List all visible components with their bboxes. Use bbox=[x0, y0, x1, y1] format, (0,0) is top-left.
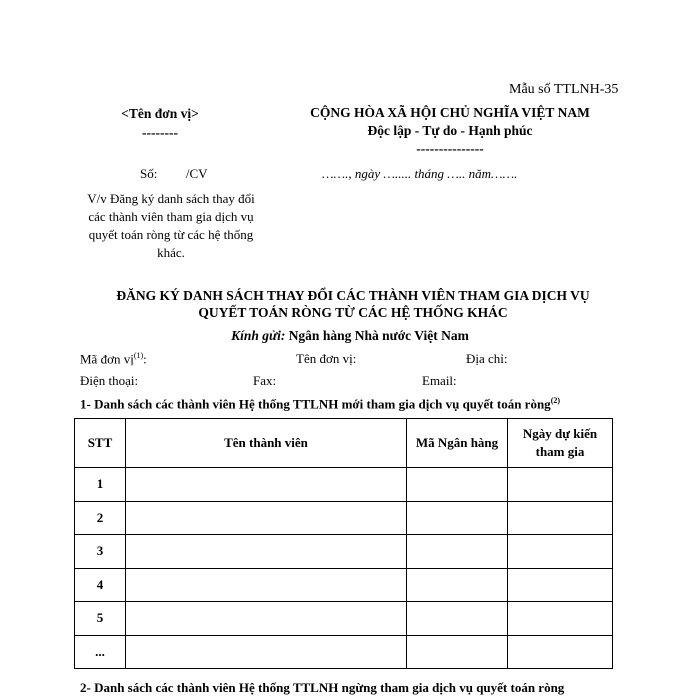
republic-dashes: --------------- bbox=[416, 141, 484, 156]
row-ten-cell bbox=[126, 468, 407, 502]
row-ma-cell bbox=[407, 568, 508, 602]
organization-placeholder: <Tên đơn vị> bbox=[121, 106, 199, 121]
table-row bbox=[75, 501, 613, 535]
header-ma-ngan-hang: Mã Ngân hàng bbox=[407, 419, 508, 468]
row-ngay-cell bbox=[508, 602, 613, 636]
row-stt: 2 bbox=[75, 501, 126, 535]
row-ngay-cell bbox=[508, 568, 613, 602]
table-row bbox=[75, 602, 613, 636]
ma-don-vi-field bbox=[80, 351, 147, 367]
header-stt: STT bbox=[75, 419, 126, 468]
section-2-heading: 2- Danh sách các thành viên Hệ thống TTLNH ngừng tham gia dịch vụ quyết toán ròng bbox=[80, 680, 565, 695]
so-label: Số: bbox=[140, 166, 158, 181]
section-1-text: 1- Danh sách các thành viên Hệ thống TTLNH mới tham gia dịch vụ quyết toán ròng bbox=[80, 396, 551, 412]
recipient-line bbox=[0, 328, 700, 344]
row-stt: 5 bbox=[75, 602, 126, 636]
cv-label: /CV bbox=[185, 166, 208, 181]
row-ngay-cell bbox=[508, 535, 613, 569]
ten-don-vi-field: Tên đơn vị: bbox=[296, 351, 357, 366]
row-ten-cell bbox=[126, 602, 407, 636]
row-stt: 4 bbox=[75, 568, 126, 602]
ma-don-vi-footnote: (1) bbox=[133, 351, 144, 360]
row-ten-cell bbox=[126, 535, 407, 569]
kinh-gui-value: Ngân hàng Nhà nước Việt Nam bbox=[288, 328, 469, 343]
date-line: ……., ngày …..... tháng ….. năm……. bbox=[322, 166, 518, 181]
table-row bbox=[75, 535, 613, 569]
row-ten-cell bbox=[126, 501, 407, 535]
members-table bbox=[74, 418, 613, 669]
row-ten-cell bbox=[126, 568, 407, 602]
header-ten-thanh-vien: Tên thành viên bbox=[126, 419, 407, 468]
title-line-2: QUYẾT TOÁN RÒNG TỪ CÁC HỆ THỐNG KHÁC bbox=[198, 305, 508, 320]
organization-header bbox=[80, 104, 240, 142]
row-ma-cell bbox=[407, 635, 508, 669]
dien-thoai-field: Điện thoại: bbox=[80, 373, 139, 388]
section-1-heading bbox=[80, 396, 560, 412]
row-ma-cell bbox=[407, 535, 508, 569]
row-ma-cell bbox=[407, 501, 508, 535]
subject-line: V/v Đăng ký danh sách thay đổi các thành viên tham gia dịch vụ quyết toán ròng từ các hệ thống khác. bbox=[87, 191, 255, 260]
email-field: Email: bbox=[422, 373, 457, 388]
table-row bbox=[75, 635, 613, 669]
republic-motto: Độc lập - Tự do - Hạnh phúc bbox=[367, 123, 533, 138]
row-ngay-cell bbox=[508, 501, 613, 535]
fax-field: Fax: bbox=[253, 373, 277, 388]
form-number: Mẫu số TTLNH-35 bbox=[509, 82, 619, 97]
row-stt: ... bbox=[75, 635, 126, 669]
document-title bbox=[70, 287, 636, 321]
organization-dashes: -------- bbox=[142, 125, 178, 140]
header-ngay-du-kien: Ngày dự kiến tham gia bbox=[508, 419, 613, 468]
row-ma-cell bbox=[407, 468, 508, 502]
row-ngay-cell bbox=[508, 468, 613, 502]
row-stt: 1 bbox=[75, 468, 126, 502]
dia-chi-field: Địa chỉ: bbox=[466, 351, 508, 366]
table-header-row bbox=[75, 419, 613, 468]
table-row bbox=[75, 568, 613, 602]
reference-number bbox=[140, 166, 208, 182]
ma-don-vi-label: Mã đơn vị bbox=[80, 351, 134, 367]
title-line-1: ĐĂNG KÝ DANH SÁCH THAY ĐỔI CÁC THÀNH VIÊN THAM GIA DỊCH VỤ bbox=[116, 288, 590, 303]
republic-header bbox=[260, 104, 640, 158]
ma-don-vi-colon: : bbox=[143, 351, 147, 367]
table-row bbox=[75, 468, 613, 502]
republic-name: CỘNG HÒA XÃ HỘI CHỦ NGHĨA VIỆT NAM bbox=[310, 105, 590, 120]
row-stt: 3 bbox=[75, 535, 126, 569]
section-1-footnote: (2) bbox=[550, 396, 561, 405]
row-ten-cell bbox=[126, 635, 407, 669]
kinh-gui-label: Kính gửi: bbox=[231, 328, 286, 343]
row-ma-cell bbox=[407, 602, 508, 636]
row-ngay-cell bbox=[508, 635, 613, 669]
